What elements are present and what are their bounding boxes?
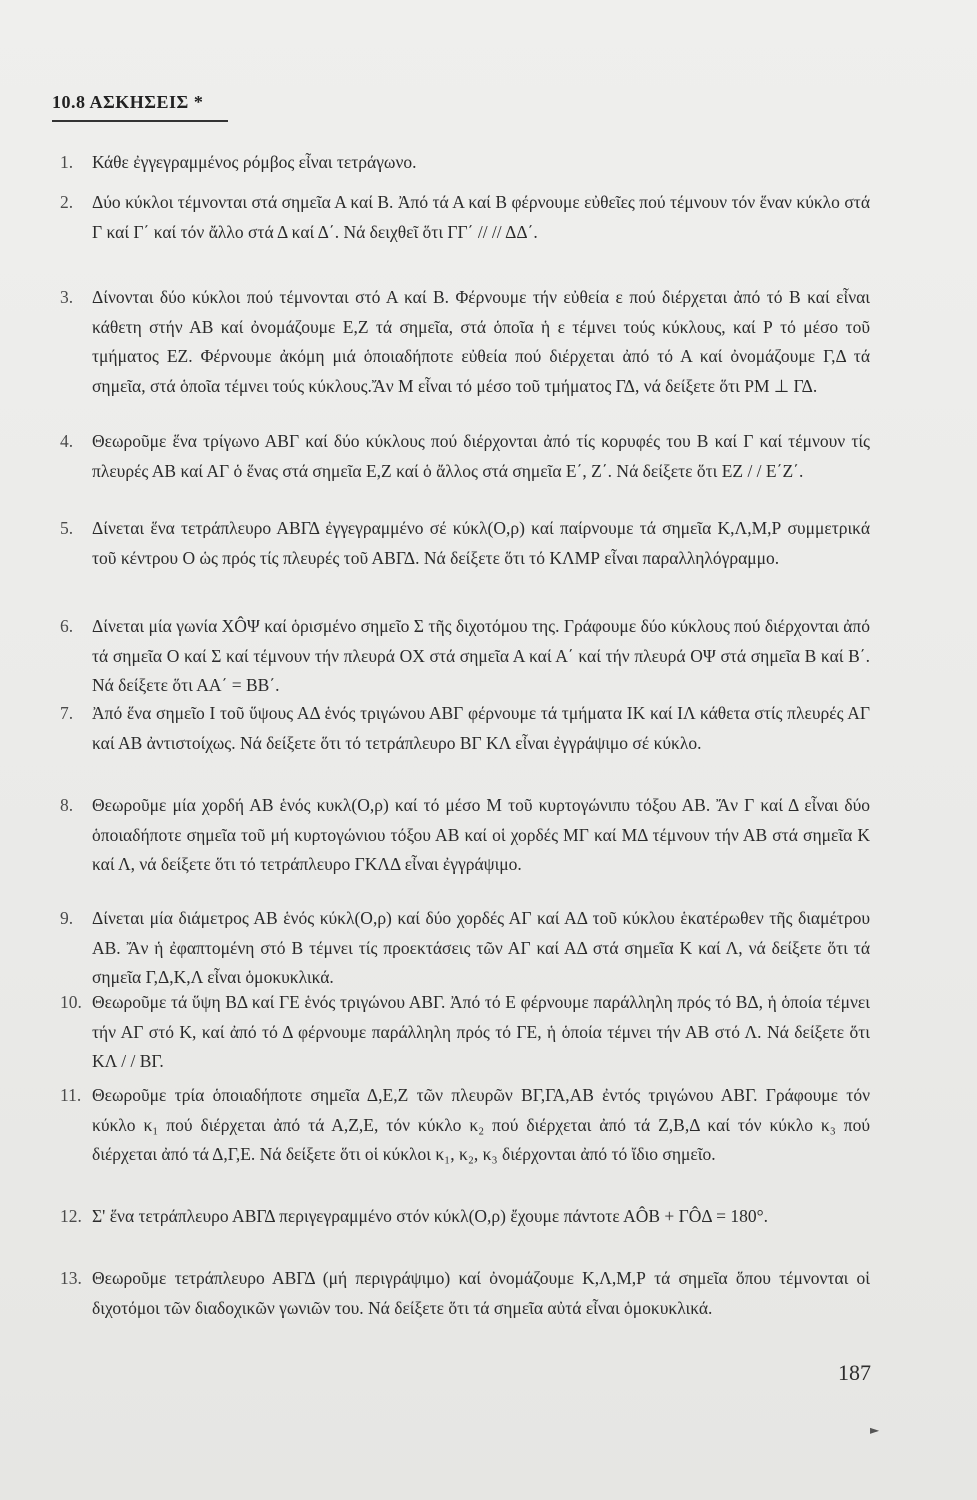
exercise-number: 9. <box>60 908 74 928</box>
exercise-number: 4. <box>60 431 74 451</box>
exercise-item <box>60 1081 870 1170</box>
arrow-mark-icon: ► <box>870 1423 880 1437</box>
page-number: 187 <box>838 1360 871 1385</box>
exercise-item <box>60 514 870 573</box>
exercise-number: 12. <box>60 1206 82 1226</box>
exercise-text: Σ' ἕνα τετράπλευρο ΑΒΓΔ περιγεγραμμένο στόν κύκλ(Ο,ρ) ἔχουμε πάντοτε ΑÔΒ + ΓÔΔ = 180°. <box>92 1206 768 1226</box>
exercise-item <box>60 1264 870 1323</box>
heading-underline <box>52 120 228 122</box>
exercise-text: Θεωροῦμε τετράπλευρο ΑΒΓΔ (μή περιγράψιμο) καί ὀνομάζουμε Κ,Λ,Μ,Ρ τά σημεῖα ὅπου τέμνονται οἱ διχοτόμοι τῶν διαδοχικῶν γωνιῶν του. Νά δείξετε ὅτι τά σημεῖα αὐτά εἶναι ὁμοκυκλικά. <box>92 1268 870 1318</box>
exercise-item <box>60 148 870 178</box>
exercise-number: 7. <box>60 703 74 723</box>
exercise-item <box>60 188 870 247</box>
exercise-text: Κάθε ἐγγεγραμμένος ρόμβος εἶναι τετράγωνο. <box>92 152 417 172</box>
exercise-text: Δίνονται δύο κύκλοι πού τέμνονται στό Α καί Β. Φέρνουμε τήν εὐθεία ε πού διέρχεται ἀπό τό Β καί εἶναι κάθετη στήν ΑΒ καί ὀνομάζουμε Ε,Ζ τά σημεῖα, στά ὁποῖα ἡ ε τέμνει τούς κύκλους, καί Ρ τό μέσο τοῦ τμήματος ΕΖ. Φέρνουμε ἀκόμη μιά ὁποιαδήποτε εὐθεία πού διέρχεται ἀπό τό Α καί ὀνομάζουμε Γ,Δ τά σημεῖα, στά ὁποῖα τέμνει τούς κύκλους.Ἄν Μ εἶναι τό μέσο τοῦ τμήματος ΓΔ, νά δείξετε ὅτι ΡΜ ⊥ ΓΔ. <box>92 287 870 396</box>
exercise-item <box>60 427 870 486</box>
exercise-item <box>60 283 870 401</box>
exercise-text: Θεωροῦμε ἕνα τρίγωνο ΑΒΓ καί δύο κύκλους πού διέρχονται ἀπό τίς κορυφές του Β καί Γ καί τέμνουν τίς πλευρές ΑΒ καί ΑΓ ὁ ἕνας στά σημεῖα Ε,Ζ καί ὁ ἄλλος στά σημεῖα Ε΄, Ζ΄. Νά δείξετε ὅτι ΕΖ / / Ε΄Ζ΄. <box>92 431 870 481</box>
exercise-item <box>60 612 870 701</box>
exercise-text: Δίνεται ἕνα τετράπλευρο ΑΒΓΔ ἐγγεγραμμένο σέ κύκλ(Ο,ρ) καί παίρνουμε τά σημεῖα Κ,Λ,Μ,Ρ συμμετρικά τοῦ κέντρου Ο ὡς πρός τίς πλευρές τοῦ ΑΒΓΔ. Νά δείξετε ὅτι τό ΚΛΜΡ εἶναι παραλληλόγραμμο. <box>92 518 870 568</box>
exercise-number: 5. <box>60 518 74 538</box>
exercise-text: Θεωροῦμε τά ὕψη ΒΔ καί ΓΕ ἑνός τριγώνου ΑΒΓ. Ἀπό τό Ε φέρνουμε παράλληλη πρός τό ΒΔ, ἡ ὁποία τέμνει τήν ΑΓ στό Κ, καί ἀπό τό Δ φέρνουμε παράλληλη πρός τό ΓΕ, ἡ ὁποία τέμνει τήν ΑΒ στό Λ. Νά δείξετε ὅτι ΚΛ / / ΒΓ. <box>92 992 870 1071</box>
exercise-number: 3. <box>60 287 74 307</box>
exercise-item <box>60 988 870 1077</box>
exercise-number: 10. <box>60 992 82 1012</box>
exercise-text: Δίνεται μία γωνία ΧÔΨ καί ὁρισμένο σημεῖο Σ τῆς διχοτόμου της. Γράφουμε δύο κύκλους πού διέρχονται ἀπό τά σημεῖα Ο καί Σ καί τέμνουν τήν πλευρά ΟΧ στά σημεῖα Α καί Α΄ καί τήν πλευρά ΟΨ στά σημεῖα Β καί Β΄. Νά δείξετε ὅτι ΑΑ΄ = ΒΒ΄. <box>92 616 870 695</box>
exercise-number: 11. <box>60 1085 82 1105</box>
exercise-number: 2. <box>60 192 74 212</box>
exercise-text: Θεωροῦμε τρία ὁποιαδήποτε σημεῖα Δ,Ε,Ζ τῶν πλευρῶν ΒΓ,ΓΑ,ΑΒ ἐντός τριγώνου ΑΒΓ. Γράφουμε τόν κύκλο κ₁ πού διέρχεται ἀπό τά Α,Ζ,Ε, τόν κύκλο κ₂ πού διέρχεται ἀπό τά Ζ,Β,Δ καί τόν κύκλο κ₃ πού διέρχεται ἀπό τά Δ,Γ,Ε. Νά δείξετε ὅτι οἱ κύκλοι κ₁, κ₂, κ₃ διέρχονται ἀπό τό ἴδιο σημεῖο. <box>92 1085 870 1164</box>
exercise-number: 13. <box>60 1268 82 1288</box>
exercise-number: 6. <box>60 616 74 636</box>
exercise-item <box>60 791 870 880</box>
exercise-number: 8. <box>60 795 74 815</box>
exercise-item <box>60 1202 870 1232</box>
exercise-text: Δύο κύκλοι τέμνονται στά σημεῖα Α καί Β. Ἀπό τά Α καί Β φέρνουμε εὐθεῖες πού τέμνουν τόν ἕναν κύκλο στά Γ καί Γ΄ καί τόν ἄλλο στά Δ καί Δ΄. Νά δειχθεῖ ὅτι ΓΓ΄ // // ΔΔ΄. <box>92 192 870 242</box>
exercise-number: 1. <box>60 152 74 172</box>
exercise-text: Δίνεται μία διάμετρος ΑΒ ἑνός κύκλ(Ο,ρ) καί δύο χορδές ΑΓ καί ΑΔ τοῦ κύκλου ἑκατέρωθεν τῆς διαμέτρου ΑΒ. Ἄν ἡ ἐφαπτομένη στό Β τέμνει τίς προεκτάσεις τῶν ΑΓ καί ΑΔ στά σημεῖα Κ καί Λ, νά δείξετε ὅτι τά σημεῖα Γ,Δ,Κ,Λ εἶναι ὁμοκυκλικά. <box>92 908 870 987</box>
section-heading: 10.8 ΑΣΚΗΣΕΙΣ * <box>52 92 204 112</box>
exercise-text: Θεωροῦμε μία χορδή ΑΒ ἑνός κυκλ(Ο,ρ) καί τό μέσο Μ τοῦ κυρτογώνιπυ τόξου ΑΒ. Ἄν Γ καί Δ εἶναι δύο ὁποιαδήποτε σημεῖα τοῦ μή κυρτογώνιου τόξου ΑΒ καί οἱ χορδές ΜΓ καί ΜΔ τέμνουν τήν ΑΒ στά σημεῖα Κ καί Λ, νά δείξετε ὅτι τό τετράπλευρο ΓΚΛΔ εἶναι ἐγγράψιμο. <box>92 795 870 874</box>
exercise-item <box>60 699 870 758</box>
exercise-item <box>60 904 870 993</box>
exercise-text: Ἀπό ἕνα σημεῖο Ι τοῦ ὕψους ΑΔ ἑνός τριγώνου ΑΒΓ φέρνουμε τά τμήματα ΙΚ καί ΙΛ κάθετα στίς πλευρές ΑΓ καί ΑΒ ἀντιστοίχως. Νά δείξετε ὅτι τό τετράπλευρο ΒΓ ΚΛ εἶναι ἐγγράψιμο σέ κύκλο. <box>92 703 870 753</box>
